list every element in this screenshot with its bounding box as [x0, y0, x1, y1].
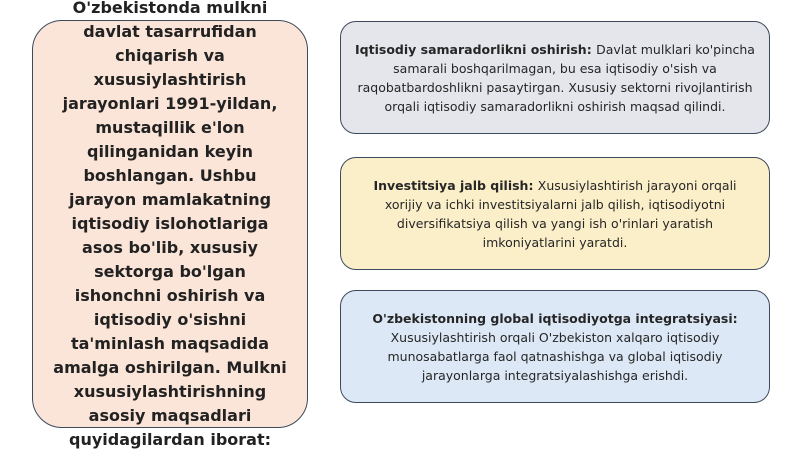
- goal-card-text: [355, 176, 755, 252]
- goal-card-efficiency: [340, 21, 770, 134]
- goal-card-investment: [340, 157, 770, 270]
- goal-card-text: [355, 309, 755, 385]
- goal-card-body: Xususiylashtirish jarayoni orqali xorijiy va ichki investitsiyalarni jalb qilish, iqtisodiyotni diversifikatsiya qilish va yangi ish o'rinlari yaratish imkoniyatlarini yaratdi.: [384, 177, 737, 250]
- goal-card-title: Investitsiya jalb qilish:: [373, 177, 538, 193]
- goal-card-title: Iqtisodiy samaradorlikni oshirish:: [355, 41, 597, 57]
- intro-text: O'zbekistonda mulkni davlat tasarrufidan chiqarish va xususiylashtirish jarayonlari 1991-yildan, mustaqillik e'lon qilinganidan keyin boshlangan. Ushbu jarayon mamlakatning iqtisodiy islohotlariga asos bo'lib, xususiy sektorga bo'lgan ishonchni oshirish va iqtisodiy o'sishni ta'minlash maqsadida amalga oshirilgan. Mulkni xususiylashtirishning asosiy maqsadlari quyidagilardan iborat:: [53, 0, 287, 449]
- goal-card-title: O'zbekistonning global iqtisodiyotga integratsiyasi:: [372, 310, 738, 326]
- goal-card-integration: [340, 290, 770, 403]
- goal-card-body: Xususiylashtirish orqali O'zbekiston xalqaro iqtisodiy munosabatlarga faol qatnashishga va global iqtisodiy jarayonlarga integratsiyalashishga erishdi.: [387, 329, 723, 383]
- goal-card-body: Davlat mulklari ko'pincha samarali boshqarilmagan, bu esa iqtisodiy o'sish va raqobatbardoshlikni pasaytirgan. Xususiy sektorni rivojlantirish orqali iqtisodiy samaradorlikni oshirish maqsad qilindi.: [357, 41, 755, 114]
- intro-panel: [32, 0, 308, 449]
- goal-card-text: [355, 40, 755, 116]
